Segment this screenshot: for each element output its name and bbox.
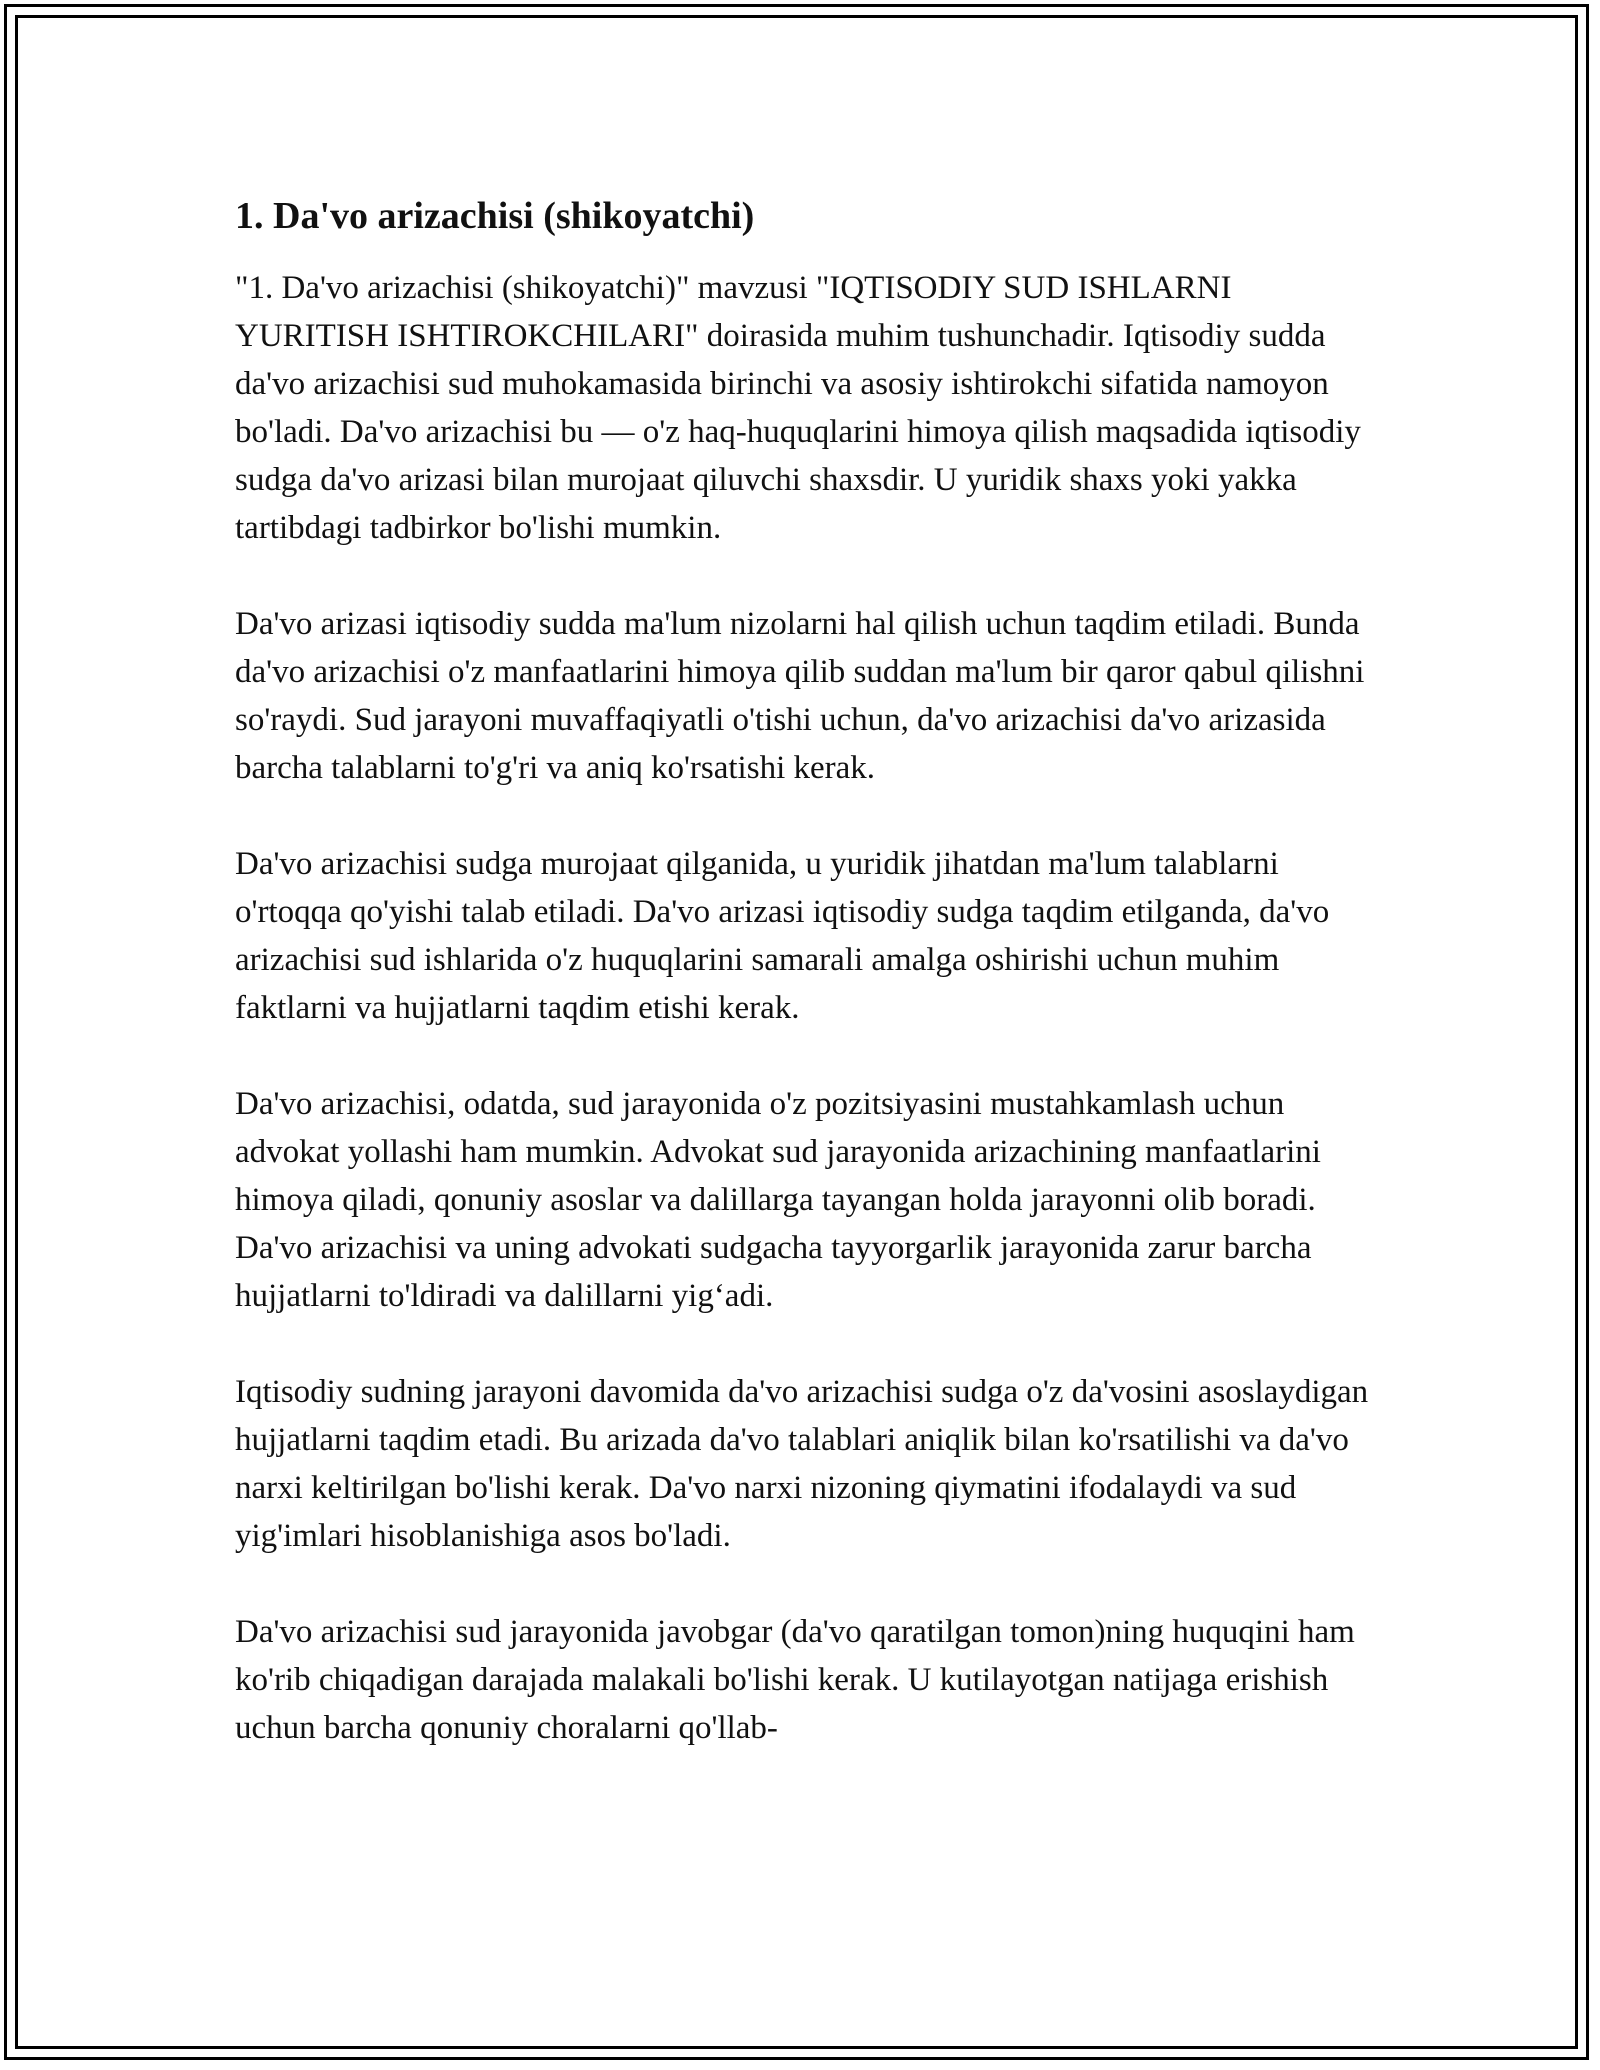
document-body <box>235 188 1370 1800</box>
paragraph-6: Da'vo arizachisi sud jarayonida javobgar (da'vo qaratilgan tomon)ning huquqini ham ko'rib chiqadigan darajada malakali bo'lishi kerak. U kutilayotgan natijaga erishish uchun barcha qonuniy choralarni qo'llab- <box>235 1614 1355 1746</box>
section-heading: 1. Da'vo arizachisi (shikoyatchi) <box>235 195 755 237</box>
paragraph-2: Da'vo arizasi iqtisodiy sudda ma'lum nizolarni hal qilish uchun taqdim etiladi. Bunda da'vo arizachisi o'z manfaatlarini himoya qilib suddan ma'lum bir qaror qabul qilishni so'raydi. Sud jarayoni muvaffaqiyatli o'tishi uchun, da'vo arizachisi da'vo arizasida barcha talablarni to'g'ri va aniq ko'rsatishi kerak. <box>235 606 1365 786</box>
paragraph-3: Da'vo arizachisi sudga murojaat qilganida, u yuridik jihatdan ma'lum talablarni o'rtoqqa qo'yishi talab etiladi. Da'vo arizasi iqtisodiy sudga taqdim etilganda, da'vo arizachisi sud ishlarida o'z huquqlarini samarali amalga oshirishi uchun muhim faktlarni va hujjatlarni taqdim etishi kerak. <box>235 846 1330 1026</box>
paragraph-5: Iqtisodiy sudning jarayoni davomida da'vo arizachisi sudga o'z da'vosini asoslaydigan hujjatlarni taqdim etadi. Bu arizada da'vo talablari aniqlik bilan ko'rsatilishi va da'vo narxi keltirilgan bo'lishi kerak. Da'vo narxi nizoning qiymatini ifodalaydi va sud yig'imlari hisoblanishiga asos bo'ladi. <box>235 1374 1369 1554</box>
paragraph-1: "1. Da'vo arizachisi (shikoyatchi)" mavzusi "IQTISODIY SUD ISHLARNI YURITISH ISHTIROKCHILARI" doirasida muhim tushunchadir. Iqtisodiy sudda da'vo arizachisi sud muhokamasida birinchi va asosiy ishtirokchi sifatida namoyon bo'ladi. Da'vo arizachisi bu — o'z haq-huquqlarini himoya qilish maqsadida iqtisodiy sudga da'vo arizasi bilan murojaat qiluvchi shaxsdir. U yuridik shaxs yoki yakka tartibdagi tadbirkor bo'lishi mumkin. <box>235 270 1361 546</box>
paragraph-4: Da'vo arizachisi, odatda, sud jarayonida o'z pozitsiyasini mustahkamlash uchun advokat yollashi ham mumkin. Advokat sud jarayonida arizachining manfaatlarini himoya qiladi, qonuniy asoslar va dalillarga tayangan holda jarayonni olib boradi. Da'vo arizachisi va uning advokati sudgacha tayyorgarlik jarayonida zarur barcha hujjatlarni to'ldiradi va dalillarni yig‘adi. <box>235 1086 1321 1314</box>
